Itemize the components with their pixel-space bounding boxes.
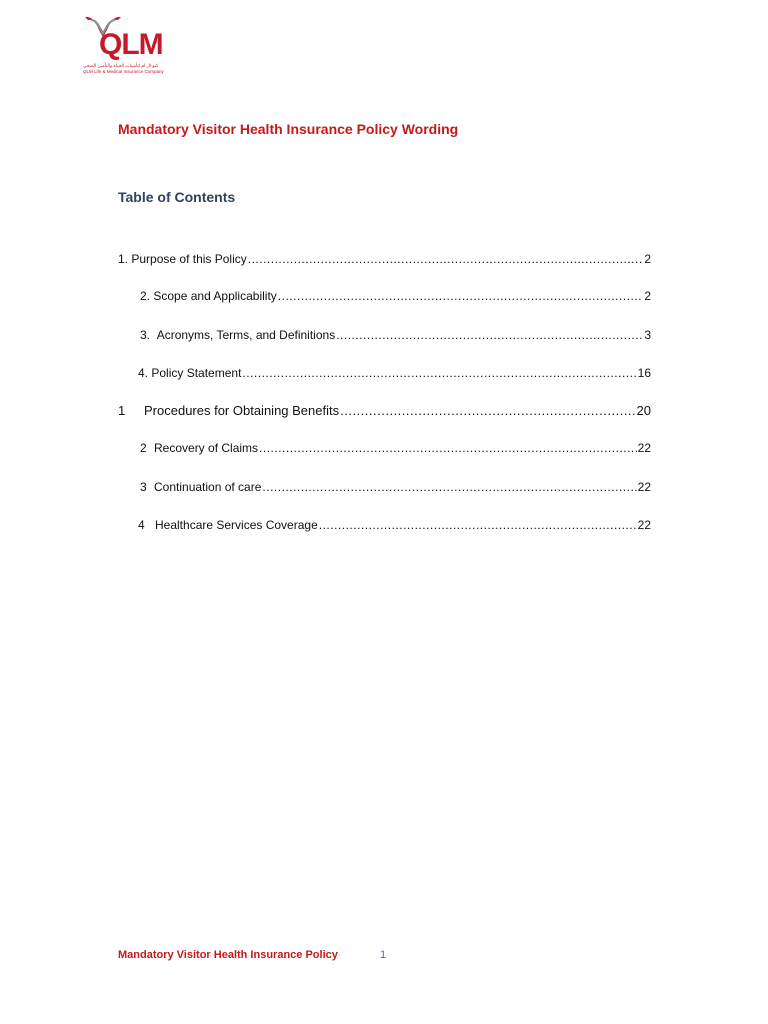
toc-leader-dots [242, 366, 636, 380]
toc-entry-number: 3 [140, 480, 147, 494]
toc-entry-label: Continuation of care [154, 480, 262, 494]
toc-leader-dots [340, 403, 635, 418]
toc-entry-page: 22 [637, 441, 651, 455]
toc-entry-recovery[interactable] [140, 441, 651, 455]
toc-leader-dots [248, 252, 644, 266]
toc-entry-number: 1. [118, 252, 129, 266]
toc-entry-number: 3. [140, 328, 151, 342]
company-logo [83, 14, 183, 76]
toc-entry-purpose[interactable] [118, 252, 651, 266]
toc-entry-policy-statement[interactable] [138, 366, 651, 380]
toc-entry-label: Recovery of Claims [154, 441, 259, 455]
toc-leader-dots [259, 441, 637, 455]
toc-entry-page: 3 [644, 328, 651, 342]
toc-entry-scope[interactable] [140, 289, 651, 303]
logo-tagline-english: QLM Life & Medical Insurance Company [83, 69, 164, 74]
toc-entry-number: 1 [118, 403, 126, 418]
toc-entry-label: Scope and Applicability [153, 289, 277, 303]
toc-entry-acronyms[interactable] [140, 328, 651, 342]
toc-entry-number: 2. [140, 289, 151, 303]
footer-page-number: 1 [380, 949, 387, 961]
toc-entry-number: 4. [138, 366, 149, 380]
toc-entry-number: 2 [140, 441, 147, 455]
toc-heading: Table of Contents [118, 189, 236, 205]
footer-title: Mandatory Visitor Health Insurance Policy [118, 949, 338, 961]
toc-entry-page: 20 [636, 403, 651, 418]
toc-entry-healthcare-coverage[interactable] [138, 518, 651, 532]
document-title: Mandatory Visitor Health Insurance Policy Wording [118, 121, 459, 137]
logo-tagline-arabic: كيو ال ام لتأمينات الحياة والتأمين الصحي [83, 63, 159, 68]
toc-leader-dots [319, 518, 637, 532]
toc-entry-label: Healthcare Services Coverage [155, 518, 318, 532]
toc-entry-number: 4 [138, 518, 145, 532]
logo-wordmark: QLM [99, 28, 163, 61]
toc-entry-continuation[interactable] [140, 480, 651, 494]
toc-entry-page: 2 [644, 289, 651, 303]
toc-entry-page: 16 [637, 366, 651, 380]
toc-entry-page: 2 [644, 252, 651, 266]
toc-entry-label: Acronyms, Terms, and Definitions [156, 328, 336, 342]
toc-entry-label: Purpose of this Policy [131, 252, 247, 266]
toc-entry-procedures[interactable] [118, 403, 651, 418]
toc-entry-label: Policy Statement [151, 366, 242, 380]
toc-entry-page: 22 [637, 518, 651, 532]
toc-leader-dots [336, 328, 643, 342]
toc-entry-page: 22 [637, 480, 651, 494]
toc-entry-label: Procedures for Obtaining Benefits [144, 403, 340, 418]
toc-leader-dots [262, 480, 636, 494]
toc-leader-dots [278, 289, 644, 303]
